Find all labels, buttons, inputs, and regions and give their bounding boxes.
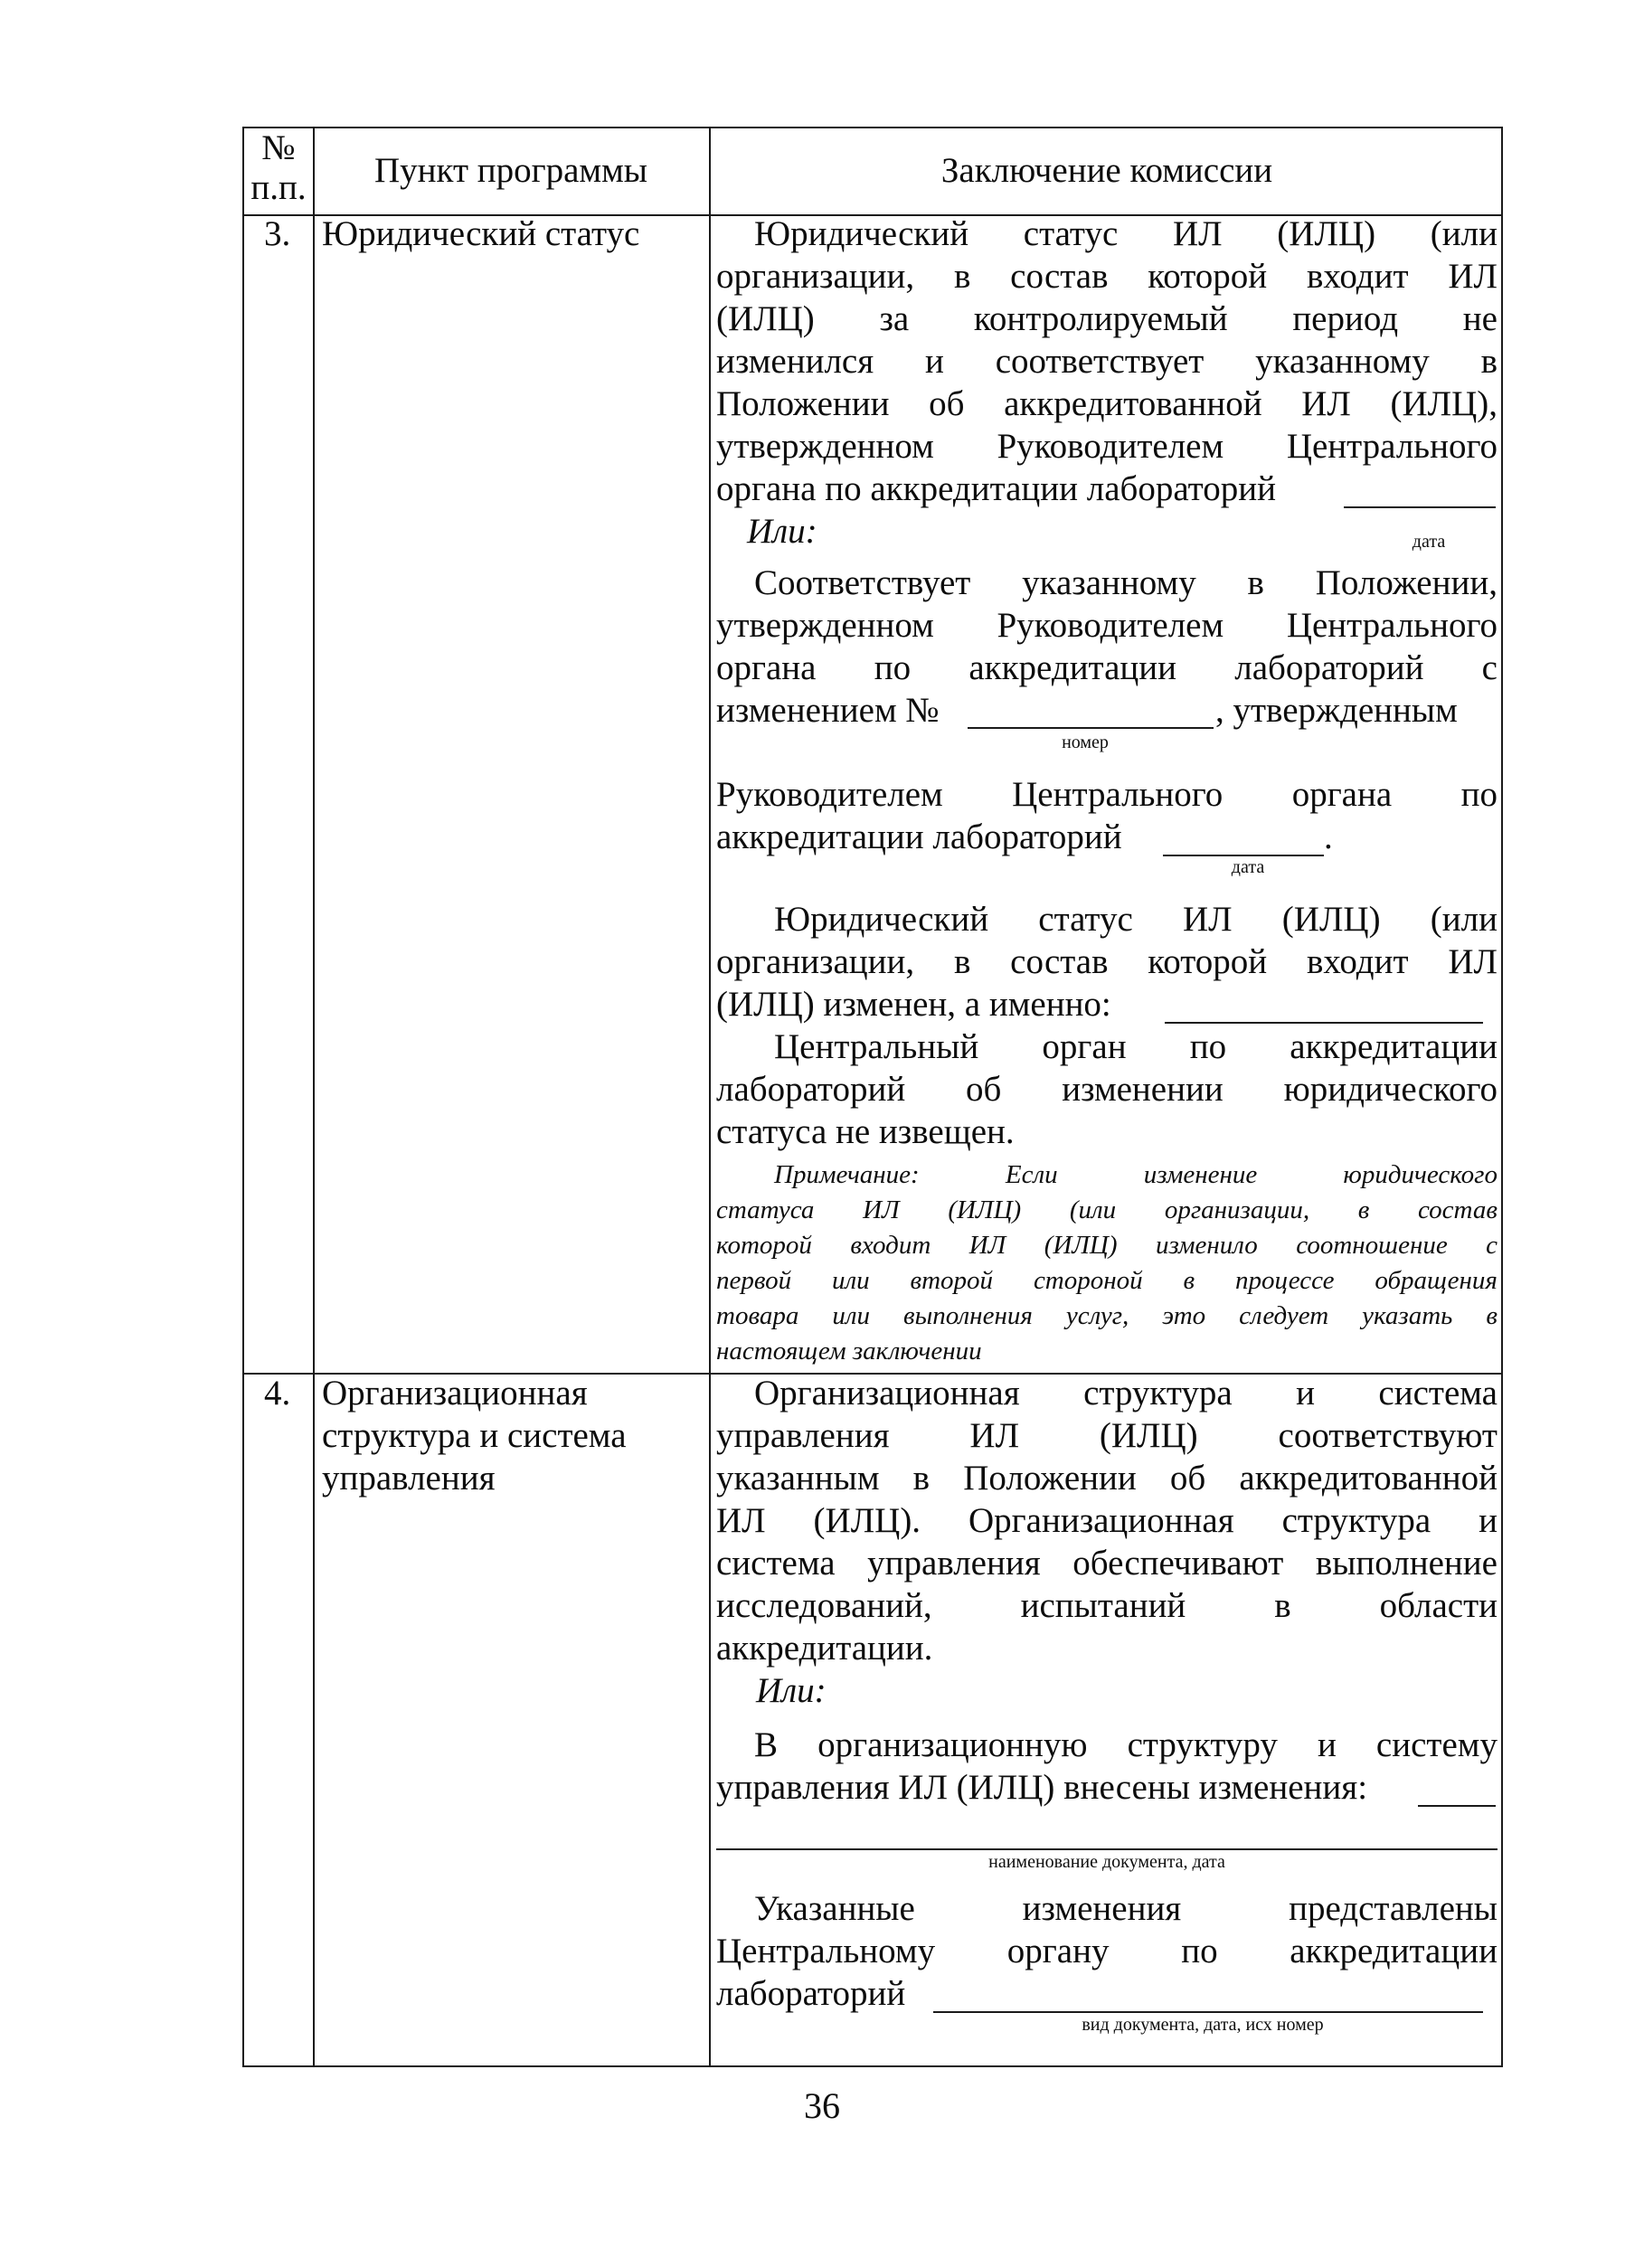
word: Юридический — [754, 214, 969, 253]
row3-p2-line — [716, 605, 1498, 647]
word: испытаний — [1020, 1586, 1186, 1625]
row4-p2-line — [716, 1725, 1498, 1766]
caption-date: дата — [1412, 532, 1446, 552]
word: (ИЛЦ), — [1390, 384, 1498, 423]
word: Примечание: — [774, 1160, 920, 1189]
word: Руководителем — [997, 606, 1224, 645]
row3-p1-line — [716, 298, 1498, 340]
blank-line — [1165, 1022, 1483, 1024]
word: Положении — [963, 1459, 1137, 1498]
row3-note-line — [716, 1158, 1498, 1193]
word: первой — [716, 1266, 792, 1295]
word: товара — [716, 1301, 799, 1330]
word: управления — [716, 1416, 890, 1455]
word: указанным — [716, 1459, 880, 1498]
caption-date: дата — [1231, 857, 1265, 877]
row3-change-suffix: , утвержденным — [1215, 691, 1458, 730]
column-divider — [709, 128, 711, 2065]
word: статуса — [716, 1195, 815, 1224]
row3-p2-line — [716, 562, 1498, 604]
word: об — [1169, 1459, 1206, 1498]
row4-p3-last: лабораторий — [716, 1974, 906, 2013]
row4-number: 4. — [264, 1374, 291, 1413]
word: Центральному — [716, 1932, 936, 1970]
word: услуг, — [1065, 1301, 1129, 1330]
word: лабораторий — [1234, 648, 1424, 687]
word: юридического — [1283, 1070, 1498, 1109]
row3-or: Или: — [747, 512, 817, 551]
word: которой — [1148, 942, 1268, 981]
word: Юридический — [774, 900, 989, 939]
word: контролируемый — [973, 299, 1228, 338]
word: обращения — [1375, 1266, 1498, 1295]
word: представлены — [1289, 1889, 1498, 1928]
row3-p3-end: . — [1324, 817, 1333, 856]
column-divider — [313, 128, 315, 2065]
word: ИЛ — [969, 1416, 1020, 1455]
word: система — [1378, 1374, 1498, 1413]
word: структура — [1083, 1374, 1233, 1413]
row3-number: 3. — [264, 214, 291, 253]
word: утвержденном — [716, 606, 934, 645]
word: которой — [1148, 257, 1268, 296]
word: не — [1462, 299, 1498, 338]
header-program-item: Пункт программы — [373, 151, 647, 190]
word: изменении — [1062, 1070, 1224, 1109]
row4-p3-line — [716, 1888, 1498, 1930]
word: состав — [1418, 1195, 1498, 1224]
word: Центрального — [1286, 427, 1498, 466]
blank-line — [1163, 855, 1324, 856]
word: по — [874, 648, 912, 687]
word: ИЛ — [863, 1195, 900, 1224]
row3-p4-line — [716, 899, 1498, 940]
word: организации, — [1164, 1195, 1310, 1224]
word: по — [1460, 775, 1498, 814]
word: обеспечивают — [1072, 1544, 1284, 1583]
word: входит — [850, 1231, 931, 1260]
word: (ИЛЦ) — [948, 1195, 1022, 1224]
word: Центрального — [1286, 606, 1498, 645]
row4-p1-line — [716, 1585, 1498, 1627]
word: соответствуют — [1278, 1416, 1498, 1455]
word: или — [831, 1266, 870, 1295]
word: Центральный — [774, 1027, 979, 1066]
word: организации, — [716, 942, 915, 981]
row4-p1-last: аккредитации. — [716, 1629, 933, 1668]
word: процессе — [1235, 1266, 1335, 1295]
caption-document-2: вид документа, дата, исх номер — [1082, 2015, 1324, 2035]
word: В — [754, 1725, 779, 1764]
word: (или — [1430, 214, 1498, 253]
row3-p4-line3: (ИЛЦ) изменен, а именно: — [716, 985, 1111, 1024]
word: в — [1486, 1301, 1498, 1330]
word: указать — [1362, 1301, 1453, 1330]
row3-item: Юридический статус — [322, 214, 640, 253]
word: (ИЛЦ) — [1044, 1231, 1118, 1260]
word: изменился — [716, 342, 874, 381]
caption-number: номер — [1062, 732, 1109, 752]
blank-line — [968, 727, 1214, 729]
word: органа — [716, 648, 817, 687]
word: ИЛ — [1448, 257, 1498, 296]
word: ИЛ — [1182, 900, 1233, 939]
row3-note-line — [716, 1299, 1498, 1334]
word: выполнения — [903, 1301, 1033, 1330]
word: юридического — [1343, 1160, 1498, 1189]
word: ИЛ — [1301, 384, 1351, 423]
row3-p1-last: органа по аккредитации лабораторий — [716, 469, 1276, 508]
word: указанному — [1022, 563, 1196, 602]
word: и — [1479, 1501, 1498, 1540]
word: выполнение — [1315, 1544, 1498, 1583]
row3-p1-line — [716, 341, 1498, 383]
word: ИЛ — [968, 1231, 1006, 1260]
word: аккредитации — [1290, 1932, 1498, 1970]
row3-note-line — [716, 1263, 1498, 1299]
word: в — [1247, 563, 1264, 602]
word: статус — [1038, 900, 1133, 939]
word: или — [832, 1301, 871, 1330]
word: следует — [1239, 1301, 1329, 1330]
row3-p5-line — [716, 1069, 1498, 1110]
word: ИЛ — [1172, 214, 1223, 253]
word: состав — [1010, 942, 1109, 981]
word: Руководителем — [997, 427, 1224, 466]
word: период — [1292, 299, 1399, 338]
row3-p3-line — [716, 774, 1498, 816]
word: по — [1189, 1027, 1227, 1066]
page-number: 36 — [804, 2085, 840, 2126]
word: (ИЛЦ) — [1281, 900, 1381, 939]
row3-p5-line3: статуса не извещен. — [716, 1112, 1015, 1151]
word: Если — [1005, 1160, 1058, 1189]
word: второй — [910, 1266, 994, 1295]
word: орган — [1042, 1027, 1127, 1066]
word: управления — [867, 1544, 1041, 1583]
word: структура — [1281, 1501, 1431, 1540]
row3-change-prefix: изменением № — [716, 691, 940, 730]
word: состав — [1010, 257, 1109, 296]
word: области — [1379, 1586, 1498, 1625]
word: входит — [1306, 942, 1409, 981]
word: Указанные — [754, 1889, 915, 1928]
word: за — [879, 299, 910, 338]
caption-document: наименование документа, дата — [988, 1852, 1225, 1872]
word: с — [1486, 1231, 1498, 1260]
word: это — [1162, 1301, 1206, 1330]
row4-p2-last: управления ИЛ (ИЛЦ) внесены изменения: — [716, 1768, 1368, 1807]
word: Центрального — [1012, 775, 1224, 814]
word: в — [953, 942, 971, 981]
word: органу — [1006, 1932, 1110, 1970]
word: изменение — [1143, 1160, 1258, 1189]
row4-p3-line — [716, 1931, 1498, 1972]
word: с — [1481, 648, 1498, 687]
word: (или — [1069, 1195, 1117, 1224]
word: об — [966, 1070, 1002, 1109]
row4-p1-line — [716, 1458, 1498, 1499]
word: ИЛ — [716, 1501, 766, 1540]
word: система — [716, 1544, 836, 1583]
word: утвержденном — [716, 427, 934, 466]
row3-note-last: настоящем заключении — [716, 1337, 982, 1366]
word: Организационная — [968, 1501, 1234, 1540]
word: ИЛ — [1448, 942, 1498, 981]
word: в — [1274, 1586, 1291, 1625]
word: в — [1183, 1266, 1195, 1295]
word: Соответствует — [754, 563, 971, 602]
blank-line — [716, 1848, 1498, 1850]
row4-p1-line — [716, 1500, 1498, 1542]
word: изменило — [1155, 1231, 1258, 1260]
word: Организационная — [754, 1374, 1020, 1413]
word: и — [1296, 1374, 1315, 1413]
word: организации, — [716, 257, 915, 296]
row3-p2-line — [716, 647, 1498, 689]
row4-p1-line — [716, 1543, 1498, 1584]
word: и — [1317, 1725, 1337, 1764]
word: аккредитованной — [1004, 384, 1262, 423]
word: стороной — [1033, 1266, 1143, 1295]
word: (ИЛЦ). — [813, 1501, 921, 1540]
row3-p1-line — [716, 426, 1498, 468]
word: в — [953, 257, 971, 296]
word: соотношение — [1296, 1231, 1448, 1260]
word: изменения — [1022, 1889, 1182, 1928]
row3-p1-line — [716, 383, 1498, 425]
row3-p3-line2: аккредитации лабораторий — [716, 817, 1122, 856]
word: и — [925, 342, 944, 381]
word: исследований, — [716, 1586, 932, 1625]
word: в — [1357, 1195, 1370, 1224]
row4-or: Или: — [756, 1671, 827, 1710]
program-table — [242, 127, 1503, 2067]
blank-line — [1344, 506, 1496, 508]
row3-p1-line — [716, 256, 1498, 298]
word: систему — [1375, 1725, 1498, 1764]
word: организационную — [817, 1725, 1088, 1764]
word: аккредитованной — [1239, 1459, 1498, 1498]
word: в — [1480, 342, 1498, 381]
row4-item: Организационная — [322, 1374, 588, 1413]
row3-note-line — [716, 1193, 1498, 1228]
row4-item: структура и система — [322, 1416, 627, 1455]
row3-p5-line — [716, 1026, 1498, 1068]
word: органа — [1291, 775, 1393, 814]
word: (ИЛЦ) — [1099, 1416, 1198, 1455]
word: входит — [1306, 257, 1409, 296]
word: (или — [1430, 900, 1498, 939]
row3-note-line — [716, 1228, 1498, 1263]
blank-line — [933, 2011, 1483, 2013]
word: Руководителем — [716, 775, 943, 814]
row3-p4-line — [716, 941, 1498, 983]
row4-p1-line — [716, 1415, 1498, 1457]
row3-p1-line — [716, 213, 1498, 255]
word: Положении — [716, 384, 890, 423]
word: об — [929, 384, 965, 423]
word: (ИЛЦ) — [716, 299, 815, 338]
word: которой — [716, 1231, 812, 1260]
word: указанному — [1255, 342, 1430, 381]
row4-p1-line — [716, 1373, 1498, 1414]
header-number: № п.п. — [250, 128, 307, 207]
word: в — [912, 1459, 931, 1498]
word: структуру — [1127, 1725, 1278, 1764]
word: аккредитации — [1290, 1027, 1498, 1066]
word: соответствует — [995, 342, 1205, 381]
word: Положении, — [1315, 563, 1498, 602]
word: лабораторий — [716, 1070, 906, 1109]
header-conclusion: Заключение комиссии — [940, 151, 1273, 190]
word: статус — [1023, 214, 1119, 253]
word: по — [1181, 1932, 1218, 1970]
word: (ИЛЦ) — [1277, 214, 1376, 253]
blank-line — [1418, 1805, 1496, 1807]
word: аккредитации — [968, 648, 1177, 687]
row4-item: управления — [322, 1459, 496, 1498]
